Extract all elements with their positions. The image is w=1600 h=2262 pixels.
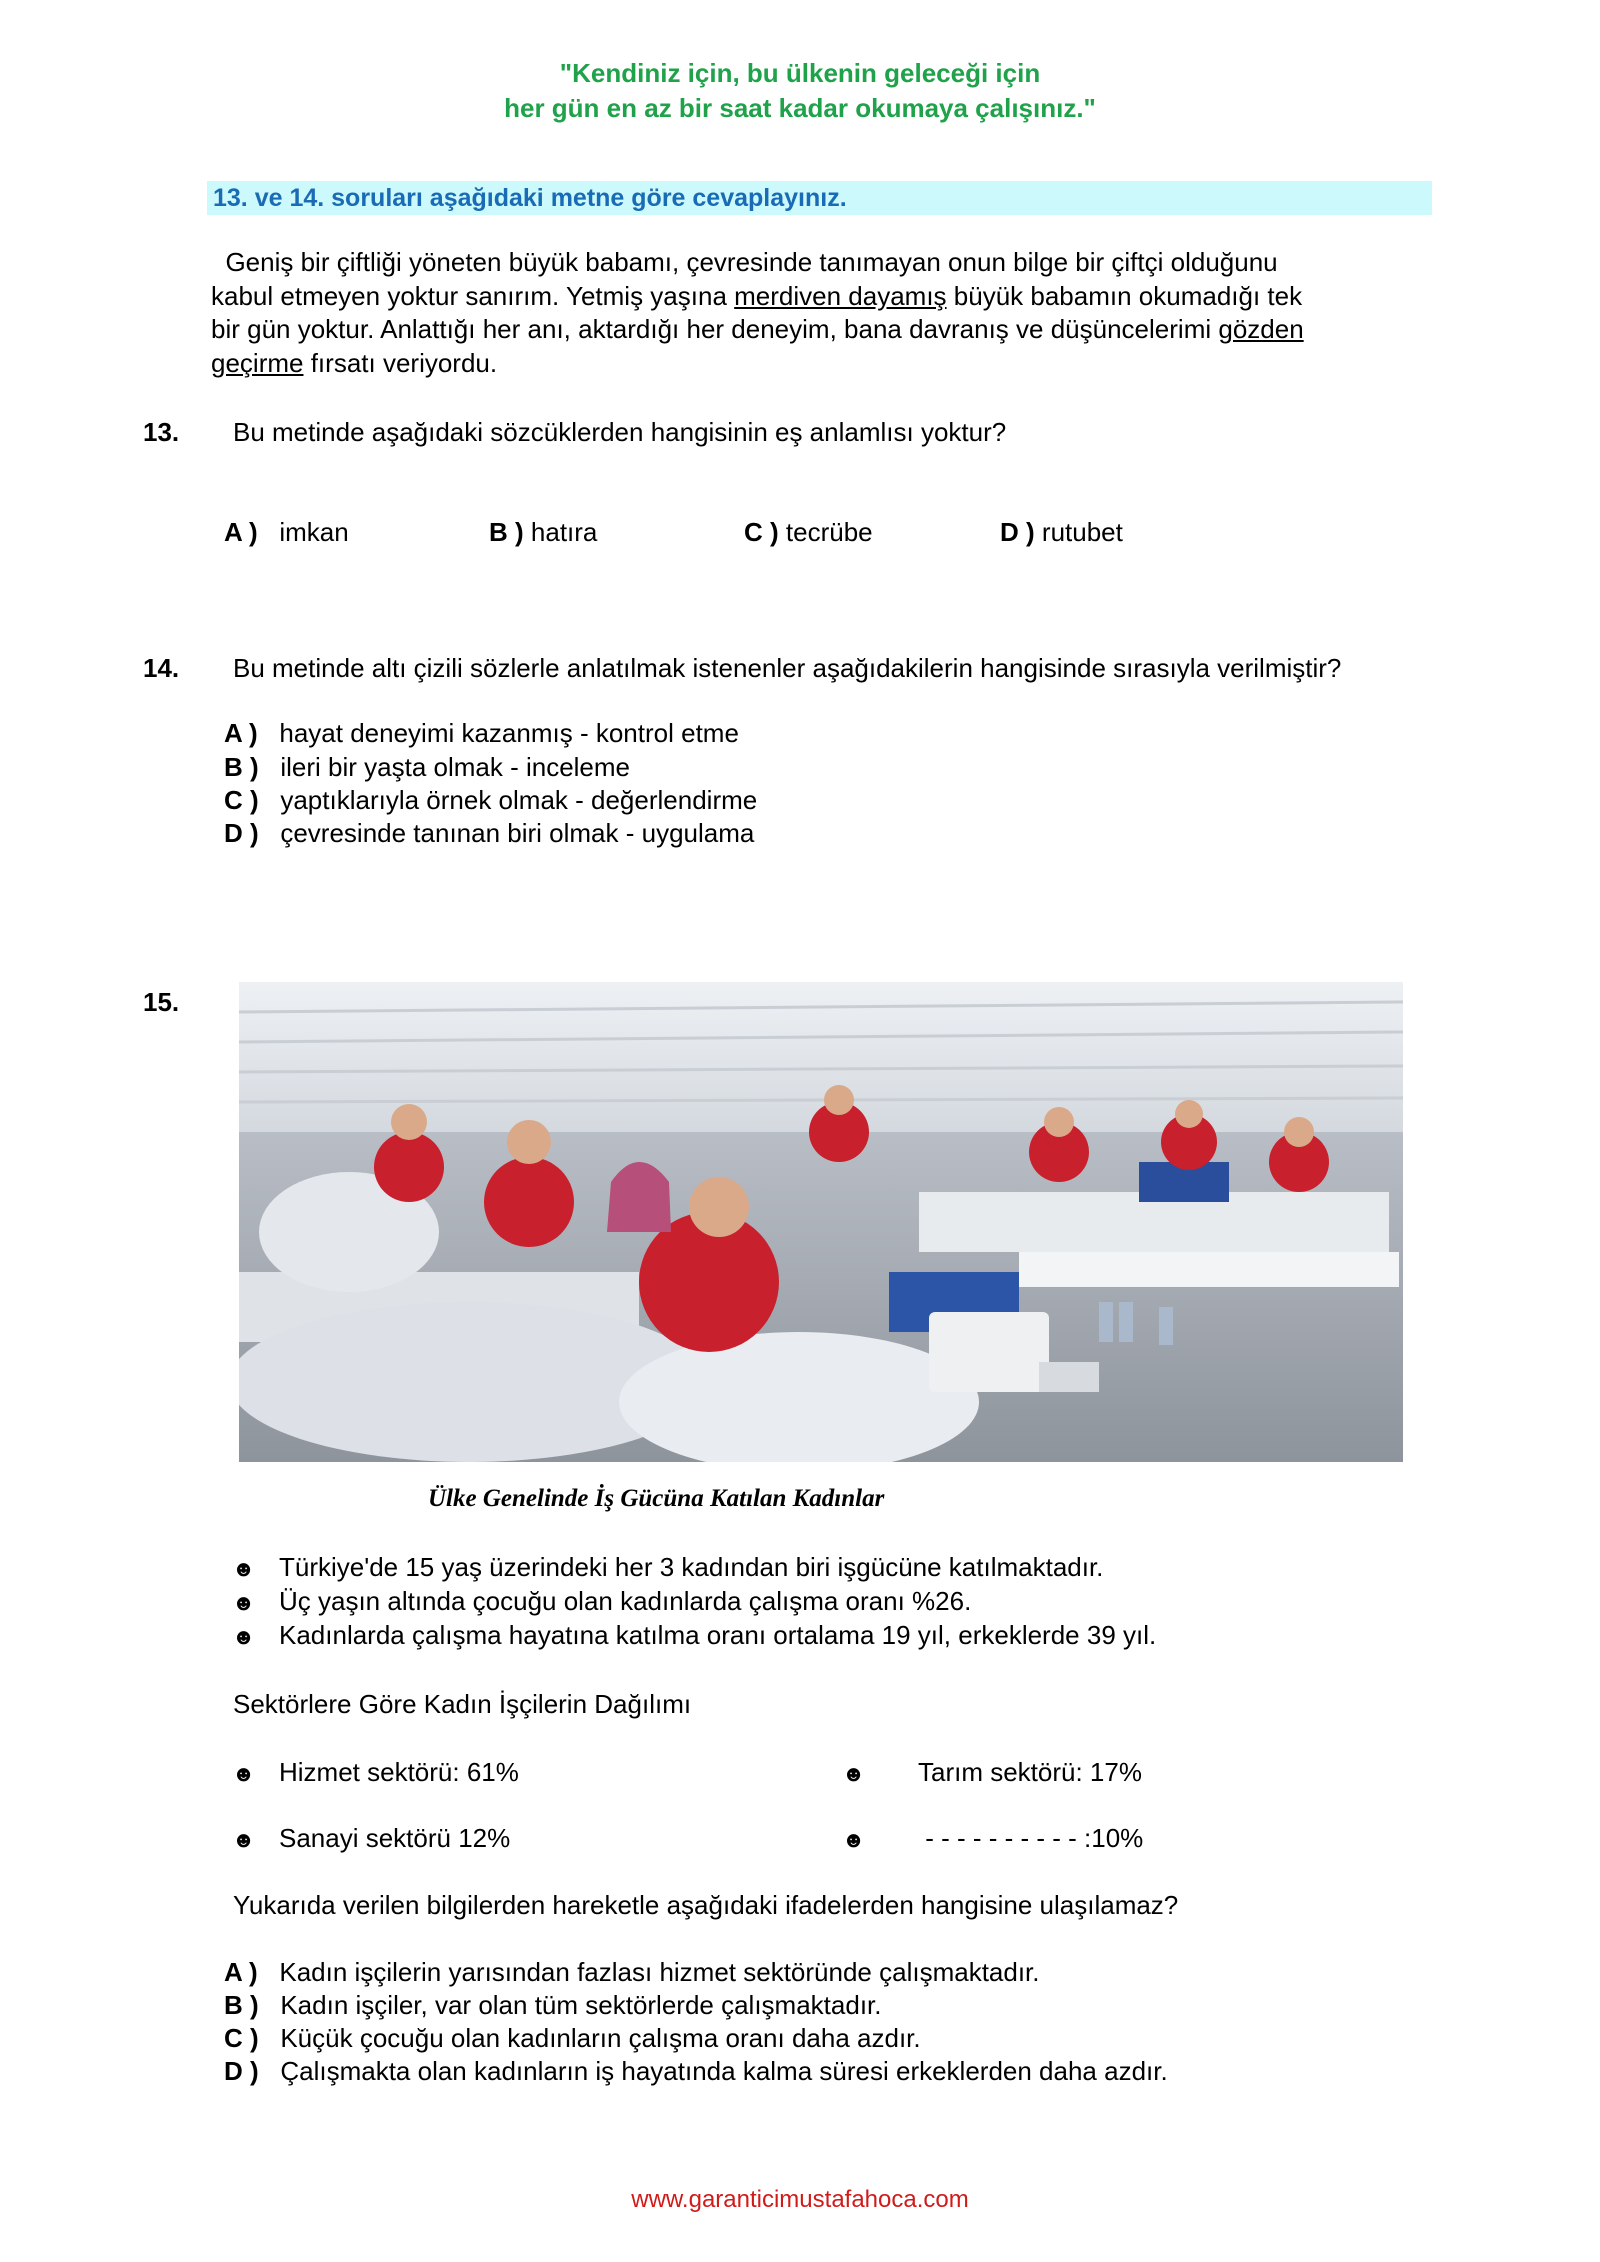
question-13-text: Bu metinde aşağıdaki sözcüklerden hangisinin eş anlamlısı yoktur?	[233, 417, 1007, 447]
q14-option-d[interactable]: D ) çevresinde tanınan biri olmak - uygulama	[224, 818, 755, 848]
sector-blank: - - - - - - - - - - :10%	[918, 1823, 1144, 1853]
fact-text-1: Türkiye'de 15 yaş üzerindeki her 3 kadından biri işgücüne katılmaktadır.	[279, 1552, 1104, 1582]
photo-caption: Ülke Genelinde İş Gücüna Katılan Kadınlar	[428, 1485, 885, 1512]
sector-item	[842, 1823, 865, 1854]
q13-option-d[interactable]: D ) rutubet	[1000, 517, 1123, 547]
smiley-bullet-icon: ☻	[842, 1827, 866, 1852]
question-14-number: 14.	[143, 653, 180, 683]
fact-item	[232, 1552, 255, 1583]
underlined-phrase-2a: gözden	[1218, 314, 1304, 344]
q15-option-b[interactable]: B ) Kadın işçiler, var olan tüm sektörlerde çalışmaktadır.	[224, 1990, 882, 2020]
q13-option-b[interactable]: B ) hatıra	[489, 517, 598, 547]
q13-option-a[interactable]: A ) imkan	[224, 517, 349, 547]
factory-photo-illustration	[239, 982, 1403, 1462]
q15-option-a[interactable]: A ) Kadın işçilerin yarısından fazlası hizmet sektöründe çalışmaktadır.	[224, 1957, 1040, 1987]
passage	[211, 246, 1361, 380]
sector-item	[232, 1823, 255, 1854]
factory-photo	[239, 982, 1403, 1462]
sector-service: Hizmet sektörü: 61%	[279, 1757, 519, 1787]
q13-option-c[interactable]: C ) tecrübe	[744, 517, 873, 547]
smiley-bullet-icon: ☻	[842, 1761, 866, 1786]
passage-line-1: Geniş bir çiftliği yöneten büyük babamı, çevresinde tanımayan onun bilge bir çiftçi olduğunu	[225, 247, 1278, 277]
sector-item	[842, 1757, 865, 1788]
fact-text-3: Kadınlarda çalışma hayatına katılma oranı ortalama 19 yıl, erkeklerde 39 yıl.	[279, 1620, 1157, 1650]
passage-line-2: kabul etmeyen yoktur sanırım. Yetmiş yaşına merdiven dayamış büyük babamın okumadığı tek	[211, 280, 1303, 311]
smiley-bullet-icon: ☻	[232, 1827, 256, 1852]
sector-agriculture: Tarım sektörü: 17%	[918, 1757, 1142, 1787]
question-14-text: Bu metinde altı çizili sözlerle anlatılmak istenenler aşağıdakilerin hangisinde sırasıyla verilmiştir?	[233, 653, 1342, 683]
smiley-bullet-icon: ☻	[232, 1624, 256, 1649]
passage-line-4: geçirme fırsatı veriyordu.	[211, 347, 498, 378]
section-heading: 13. ve 14. soruları aşağıdaki metne göre cevaplayınız.	[207, 181, 1432, 215]
sector-heading: Sektörlere Göre Kadın İşçilerin Dağılımı	[233, 1689, 692, 1719]
question-15-text: Yukarıda verilen bilgilerden hareketle aşağıdaki ifadelerden hangisine ulaşılamaz?	[233, 1890, 1179, 1920]
underlined-phrase-2b: geçirme	[211, 347, 304, 378]
smiley-bullet-icon: ☻	[232, 1556, 256, 1581]
fact-item	[232, 1620, 255, 1651]
question-13-number: 13.	[143, 417, 180, 447]
q14-option-b[interactable]: B ) ileri bir yaşta olmak - inceleme	[224, 752, 631, 782]
sector-item	[232, 1757, 255, 1788]
q14-option-a[interactable]: A ) hayat deneyimi kazanmış - kontrol etme	[224, 718, 739, 748]
motto-line-2: her gün en az bir saat kadar okumaya çalışınız."	[504, 93, 1096, 123]
underlined-phrase-1: merdiven dayamış	[734, 280, 947, 311]
q15-option-d[interactable]: D ) Çalışmakta olan kadınların iş hayatında kalma süresi erkeklerden daha azdır.	[224, 2056, 1168, 2086]
sector-industry: Sanayi sektörü 12%	[279, 1823, 511, 1853]
motto-line-1: "Kendiniz için, bu ülkenin geleceği için	[559, 58, 1041, 88]
q15-option-c[interactable]: C ) Küçük çocuğu olan kadınların çalışma oranı daha azdır.	[224, 2023, 921, 2053]
q14-option-c[interactable]: C ) yaptıklarıyla örnek olmak - değerlendirme	[224, 785, 758, 815]
smiley-bullet-icon: ☻	[232, 1761, 256, 1786]
footer-website-link[interactable]: www.garanticimustafahoca.com	[631, 2186, 969, 2213]
fact-item	[232, 1586, 255, 1617]
question-15-number: 15.	[143, 987, 180, 1017]
fact-text-2: Üç yaşın altında çocuğu olan kadınlarda çalışma oranı %26.	[279, 1586, 972, 1616]
passage-line-3: bir gün yoktur. Anlattığı her anı, aktardığı her deneyim, bana davranış ve düşüncelerimi gözden	[211, 314, 1304, 344]
smiley-bullet-icon: ☻	[232, 1590, 256, 1615]
